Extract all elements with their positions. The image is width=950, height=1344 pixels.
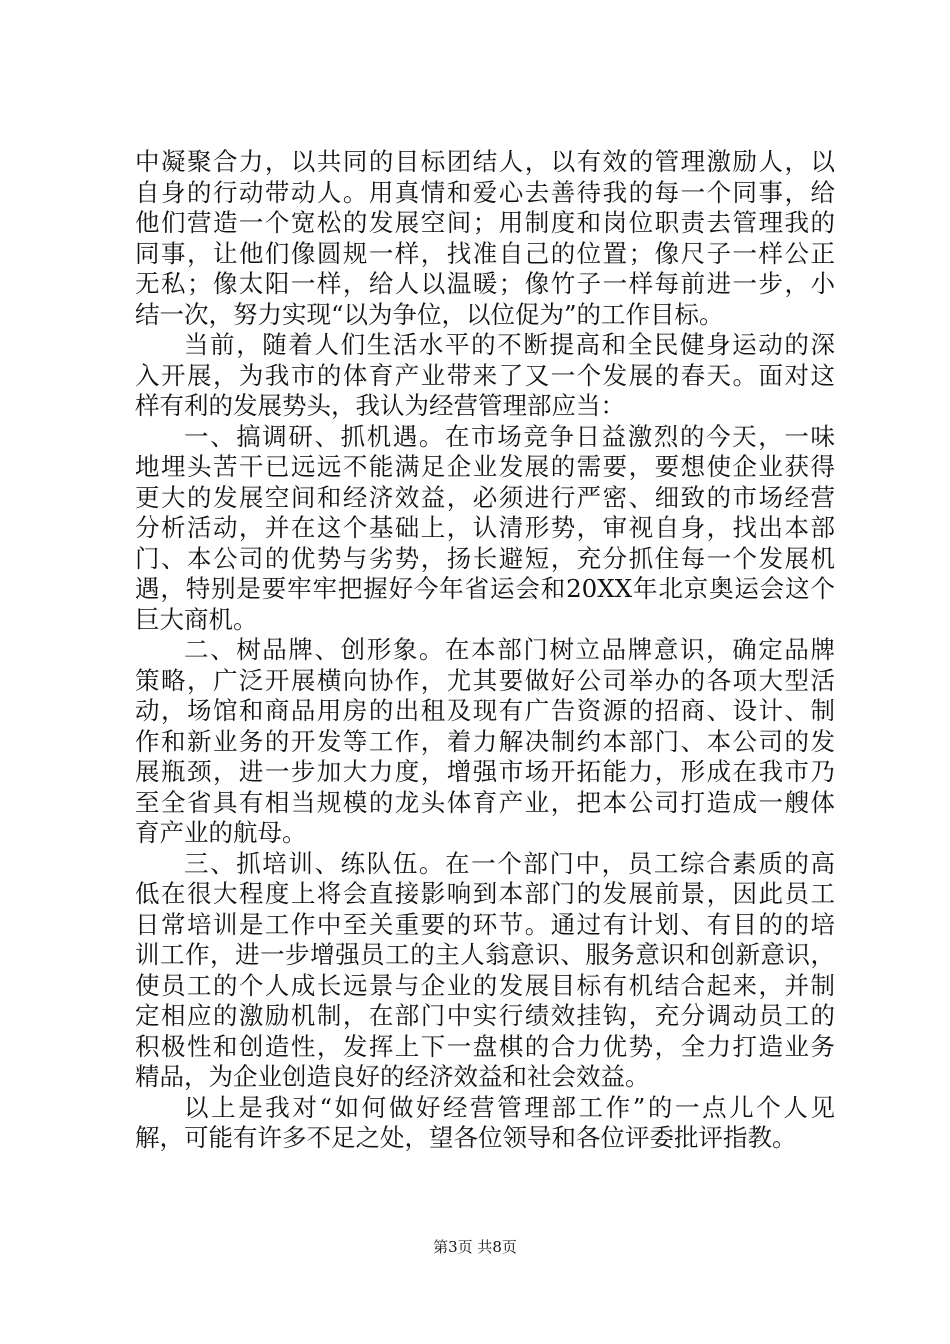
text-line: 巨大商机。 (135, 604, 258, 634)
text-line: 无私；像太阳一样，给人以温暖；像竹子一样每前进一步，小 (135, 269, 835, 298)
text-line: 样有利的发展势头，我认为经营管理部应当： (135, 391, 625, 420)
text-line: 二、树品牌、创形象。在本部门树立品牌意识，确定品牌 (184, 635, 835, 664)
text-line: 动，场馆和商品用房的出租及现有广告资源的招商、设计、制 (135, 696, 835, 725)
text-line: 遇，特别是要牢牢把握好今年省运会和20XX年北京奥运会这个 (135, 574, 835, 603)
text-line: 作和新业务的开发等工作，着力解决制约本部门、本公司的发 (135, 726, 835, 756)
text-line: 训工作，进一步增强员工的主人翁意识、服务意识和创新意识， (135, 940, 835, 969)
text-line: 使员工的个人成长远景与企业的发展目标有机结合起来，并制 (135, 970, 835, 1000)
text-line: 结一次，努力实现“以为争位，以位促为”的工作目标。 (135, 299, 724, 329)
text-line: 门、本公司的优势与劣势，扬长避短，充分抓住每一个发展机 (135, 543, 835, 573)
text-line: 一、搞调研、抓机遇。在市场竞争日益激烈的今天，一味 (184, 421, 835, 451)
text-line: 策略，广泛开展横向协作，尤其要做好公司举办的各项大型活 (135, 665, 835, 695)
text-line: 三、抓培训、练队伍。在一个部门中，员工综合素质的高 (184, 848, 835, 878)
text-line: 地埋头苦干已远远不能满足企业发展的需要，要想使企业获得 (135, 452, 835, 481)
text-line: 育产业的航母。 (135, 818, 307, 847)
text-line: 低在很大程度上将会直接影响到本部门的发展前景，因此员工 (135, 879, 835, 908)
text-line: 他们营造一个宽松的发展空间；用制度和岗位职责去管理我的 (135, 208, 835, 237)
text-line: 入开展，为我市的体育产业带来了又一个发展的春天。面对这 (135, 360, 835, 390)
page-footer (0, 1236, 950, 1257)
text-line: 展瓶颈，进一步加大力度，增强市场开拓能力，形成在我市乃 (135, 757, 835, 786)
text-line: 更大的发展空间和经济效益，必须进行严密、细致的市场经营 (135, 482, 835, 512)
document-body (135, 147, 835, 1154)
text-line: 精品，为企业创造良好的经济效益和社会效益。 (135, 1062, 650, 1091)
text-line: 分析活动，并在这个基础上，认清形势，审视自身，找出本部 (135, 513, 835, 542)
text-line: 定相应的激励机制，在部门中实行绩效挂钩，充分调动员工的 (135, 1001, 835, 1030)
text-line: 中凝聚合力，以共同的目标团结人，以有效的管理激励人，以 (135, 147, 835, 176)
text-line: 同事，让他们像圆规一样，找准自己的位置；像尺子一样公正 (135, 238, 835, 268)
page-number-label: 第3页 共8页 (433, 1238, 517, 1256)
text-line: 当前，随着人们生活水平的不断提高和全民健身运动的深 (184, 330, 835, 359)
text-line: 以上是我对“如何做好经营管理部工作”的一点儿个人见 (184, 1092, 835, 1122)
text-line: 自身的行动带动人。用真情和爱心去善待我的每一个同事，给 (135, 177, 835, 207)
text-line: 至全省具有相当规模的龙头体育产业，把本公司打造成一艘体 (135, 787, 835, 817)
text-line: 积极性和创造性，发挥上下一盘棋的合力优势，全力打造业务 (135, 1031, 835, 1061)
text-line: 解，可能有许多不足之处，望各位领导和各位评委批评指教。 (135, 1123, 797, 1152)
text-line: 日常培训是工作中至关重要的环节。通过有计划、有目的的培 (135, 909, 835, 939)
